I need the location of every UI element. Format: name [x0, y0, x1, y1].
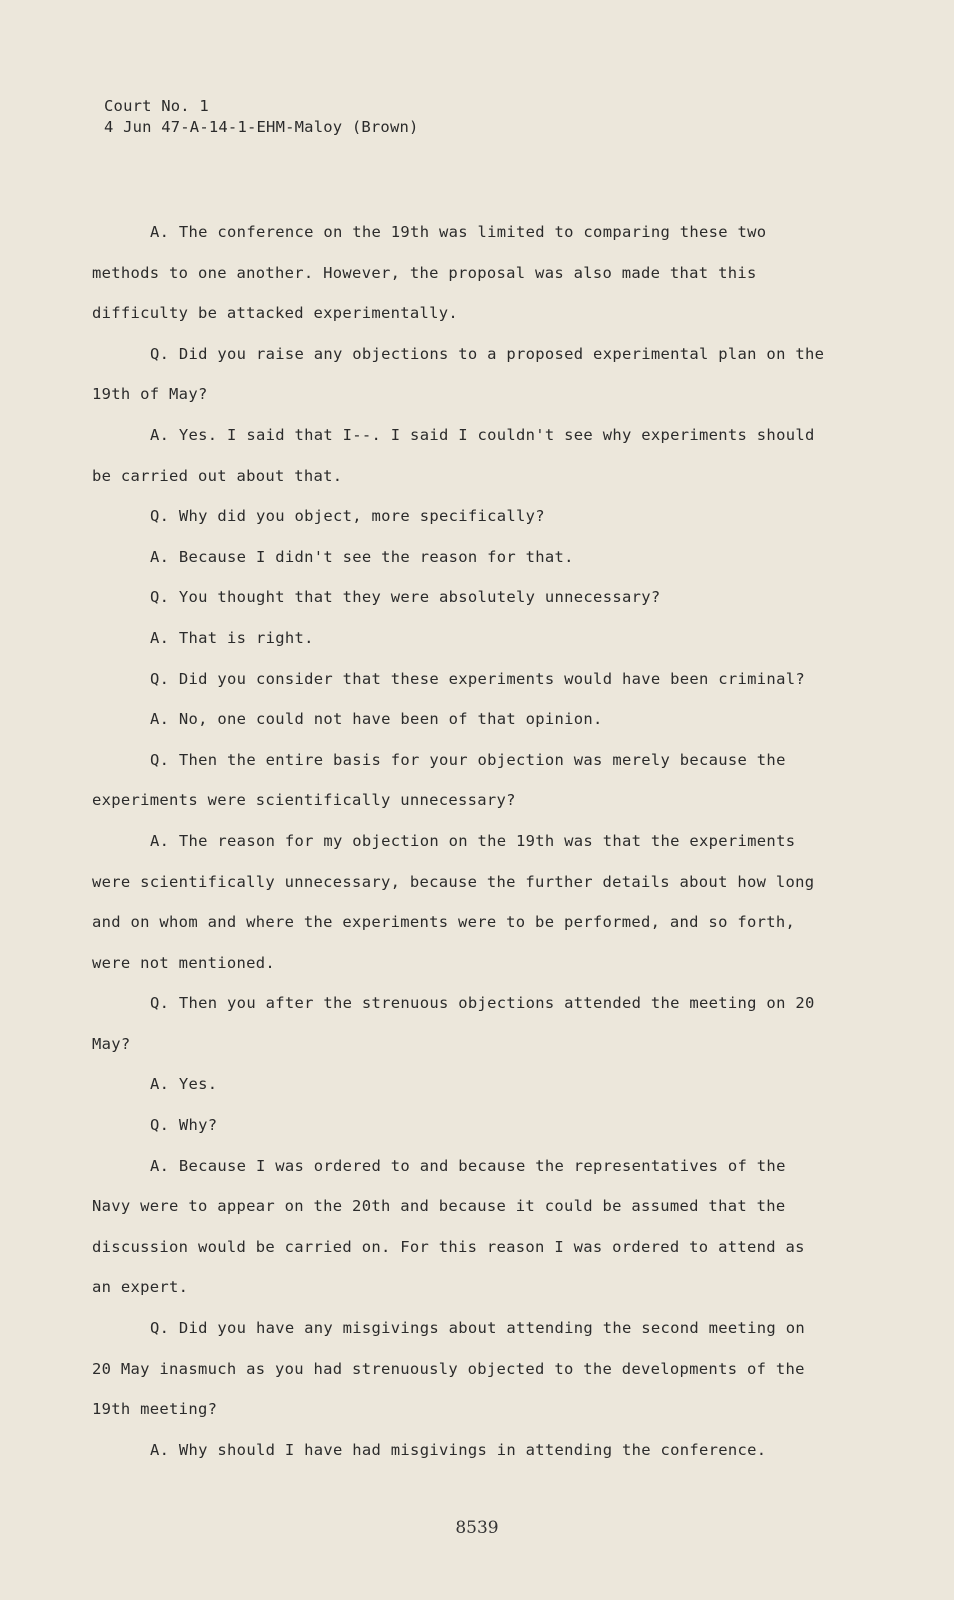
page-number: 8539 — [455, 1518, 499, 1538]
answer-paragraph: A. The reason for my objection on the 19th was that the experiments were scientifically unnecessary, because the further details about how long and on whom and where the experiments were to be performed, and so forth, were not mentioned. — [92, 831, 815, 972]
court-number: Court No. 1 — [104, 97, 209, 115]
question-paragraph: Q. Why? — [150, 1116, 218, 1135]
question-paragraph: Q. You thought that they were absolutely unnecessary? — [150, 588, 661, 607]
answer-paragraph: A. No, one could not have been of that opinion. — [150, 710, 603, 729]
document-header — [104, 96, 419, 138]
answer-paragraph: A. Yes. — [150, 1075, 218, 1094]
answer-paragraph: A. Because I was ordered to and because the representatives of the Navy were to appear on the 20th and because it could be assumed that the discussion would be carried on. For this reason I was ordered to attend as an expert. — [92, 1156, 805, 1297]
question-paragraph: Q. Did you have any misgivings about attending the second meeting on 20 May inasmuch as you had strenuously objected to the developments of the 19th meeting? — [92, 1319, 805, 1419]
question-paragraph: Q. Did you raise any objections to a proposed experimental plan on the 19th of May? — [92, 344, 825, 404]
answer-paragraph: A. Because I didn't see the reason for that. — [150, 547, 574, 566]
question-paragraph: Q. Then you after the strenuous objections attended the meeting on 20 May? — [92, 994, 815, 1053]
answer-paragraph: A. That is right. — [150, 628, 314, 647]
transcript-reference: 4 Jun 47-A-14-1-EHM-Maloy (Brown) — [104, 118, 419, 136]
transcript-body — [92, 212, 832, 1470]
question-paragraph: Q. Then the entire basis for your objection was merely because the experiments were scientifically unnecessary? — [92, 750, 786, 810]
question-paragraph: Q. Did you consider that these experiments would have been criminal? — [150, 669, 805, 688]
answer-paragraph: A. The conference on the 19th was limited to comparing these two methods to one another. However, the proposal was also made that this difficulty be attacked experimentally. — [92, 223, 767, 323]
answer-paragraph: A. Yes. I said that I--. I said I couldn't see why experiments should be carried out about that. — [92, 425, 815, 485]
question-paragraph: Q. Why did you object, more specifically? — [150, 507, 545, 526]
answer-paragraph: A. Why should I have had misgivings in attending the conference. — [150, 1440, 767, 1459]
